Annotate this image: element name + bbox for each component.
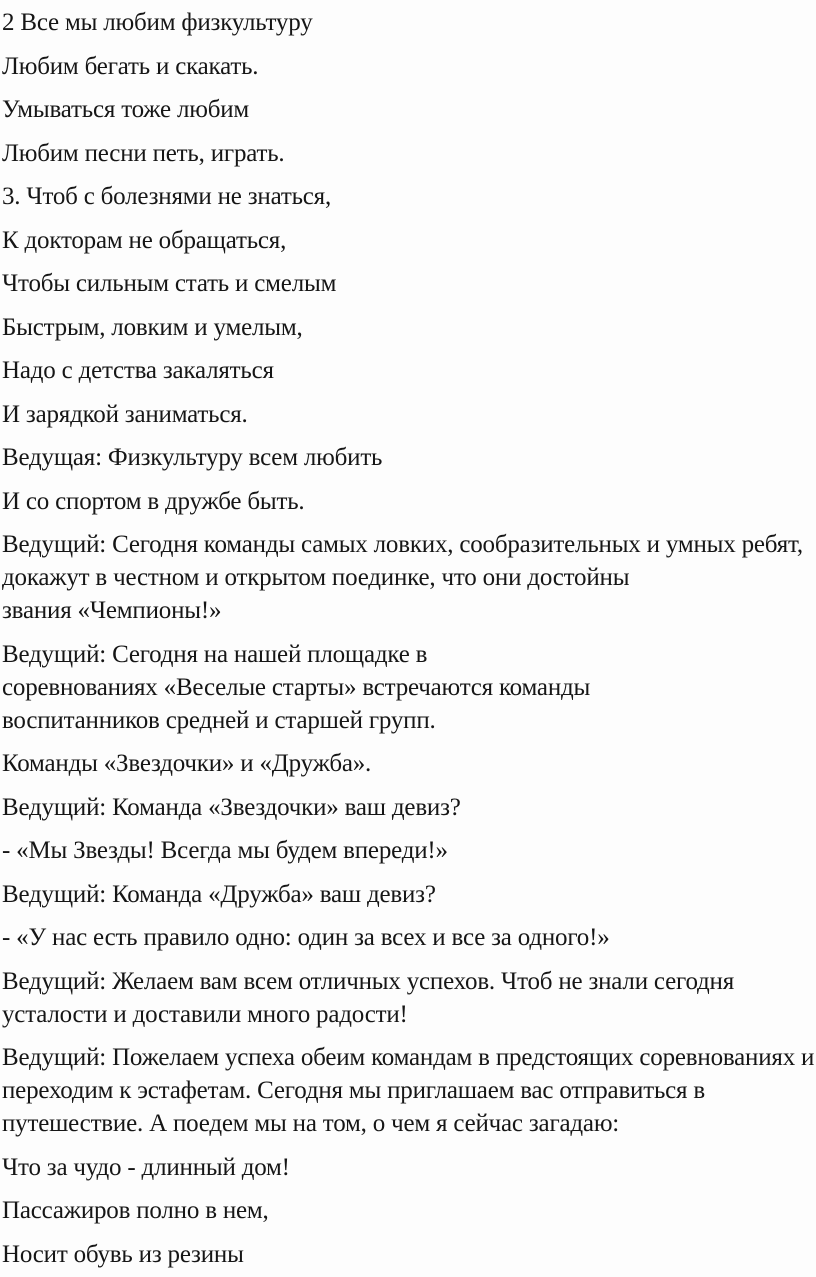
paragraph — [2, 180, 814, 213]
paragraph — [2, 921, 814, 954]
paragraph — [2, 638, 814, 737]
paragraph — [2, 311, 814, 344]
paragraph-line: соревнованиях «Веселые старты» встречаются команды — [2, 673, 591, 701]
paragraph-line: Команды «Звездочки» и «Дружба». — [2, 750, 372, 777]
paragraph-line: Ведущий: Сегодня на нашей площадке в — [2, 640, 428, 668]
paragraph-line: Любим песни петь, играть. — [2, 139, 285, 167]
paragraph — [2, 485, 814, 518]
paragraph-line: Ведущая: Физкультуру всем любить — [2, 444, 383, 471]
paragraph — [2, 965, 814, 1031]
paragraph-line: Ведущий: Пожелаем успеха обеим командам в предстоящих соревнованиях и — [2, 1044, 815, 1071]
paragraph — [2, 747, 814, 780]
paragraph-line: Надо с детства закаляться — [2, 357, 274, 384]
paragraph — [2, 224, 814, 257]
paragraph-line: - «У нас есть правило одно: один за всех и все за одного!» — [2, 924, 610, 951]
paragraph-line: 2 Все мы любим физкультуру — [2, 9, 313, 36]
paragraph-line: Что за чудо - длинный дом! — [2, 1153, 290, 1181]
paragraph — [2, 398, 814, 431]
paragraph — [2, 878, 814, 911]
paragraph — [2, 1194, 814, 1227]
paragraph-line: И зарядкой заниматься. — [2, 400, 248, 428]
paragraph-line: усталости и доставили много радости! — [2, 1000, 408, 1028]
paragraph-line: - «Мы Звезды! Всегда мы будем впереди!» — [2, 837, 448, 864]
paragraph-line: Носит обувь из резины — [2, 1240, 244, 1268]
paragraph — [2, 137, 814, 170]
paragraph-line: Любим бегать и скакать. — [2, 52, 259, 80]
paragraph — [2, 1151, 814, 1184]
paragraph-line: воспитанников средней и старшей групп. — [2, 706, 436, 734]
paragraph-line: докажут в честном и открытом поединке, что они достойны — [2, 564, 630, 591]
paragraph-line: Ведущий: Команда «Дружба» ваш девиз? — [2, 880, 436, 908]
paragraph — [2, 1238, 814, 1271]
paragraph — [2, 791, 814, 824]
paragraph-line: Ведущий: Команда «Звездочки» ваш девиз? — [2, 793, 461, 821]
paragraph — [2, 354, 814, 387]
paragraph-line: Быстрым, ловким и умелым, — [2, 313, 303, 341]
paragraph-line: Пассажиров полно в нем, — [2, 1197, 269, 1224]
paragraph-line: переходим к эстафетам. Сегодня мы приглашаем вас отправиться в — [2, 1077, 706, 1104]
paragraph-line: Ведущий: Сегодня команды самых ловких, сообразительных и умных ребят, — [2, 531, 803, 558]
paragraph — [2, 6, 814, 39]
paragraph-line: Умываться тоже любим — [2, 96, 250, 123]
paragraph-line: 3. Чтоб с болезнями не знаться, — [2, 183, 332, 210]
paragraph-line: Ведущий: Желаем вам всем отличных успехов. Чтоб не знали сегодня — [2, 967, 735, 995]
paragraph — [2, 834, 814, 867]
paragraph — [2, 441, 814, 474]
paragraph — [2, 1041, 814, 1140]
paragraph — [2, 528, 814, 627]
paragraph — [2, 93, 814, 126]
paragraph — [2, 50, 814, 83]
paragraph — [2, 267, 814, 300]
paragraph-line: И со спортом в дружбе быть. — [2, 487, 305, 515]
paragraph-line: звания «Чемпионы!» — [2, 597, 222, 624]
paragraph-line: путешествие. А поедем мы на том, о чем я сейчас загадаю: — [2, 1110, 620, 1137]
paragraph-line: Чтобы сильным стать и смелым — [2, 270, 337, 297]
paragraph-line: К докторам не обращаться, — [2, 226, 287, 254]
document-body — [2, 6, 814, 1271]
